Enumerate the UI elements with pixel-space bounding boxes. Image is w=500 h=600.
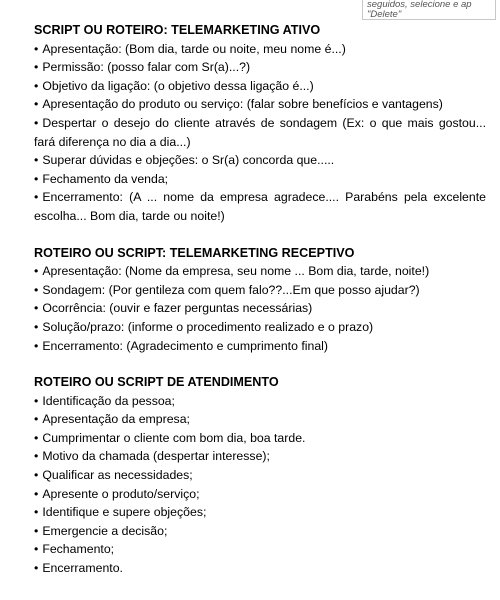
bullet-list	[34, 392, 486, 578]
list-item-text: Identifique e supere objeções;	[42, 505, 207, 520]
bullet-icon: •	[34, 486, 39, 501]
list-item-text: Permissão: (posso falar com Sr(a)...?)	[42, 60, 251, 75]
bullet-icon: •	[34, 523, 39, 538]
list-item	[34, 447, 486, 466]
section-heading: ROTEIRO OU SCRIPT DE ATENDIMENTO	[34, 375, 279, 390]
list-item-text: Sondagem: (Por gentileza com quem falo??...Em que posso ajudar?)	[42, 282, 420, 297]
section-heading: SCRIPT OU ROTEIRO: TELEMARKETING ATIVO	[34, 23, 321, 37]
list-item	[34, 429, 486, 448]
list-item-text: Apresentação da empresa;	[42, 412, 190, 427]
list-item	[34, 281, 486, 300]
section-telemarketing-ativo	[34, 21, 486, 226]
bullet-list	[34, 40, 486, 226]
instruction-note-line-1: seguidos, selecione e ap	[367, 0, 472, 10]
bullet-icon: •	[34, 97, 39, 112]
bullet-icon: •	[34, 264, 39, 279]
bullet-icon: •	[34, 319, 39, 334]
section-telemarketing-receptivo	[34, 244, 486, 356]
list-item-text: Cumprimentar o cliente com bom dia, boa tarde.	[42, 430, 306, 445]
list-item	[34, 170, 486, 189]
bullet-icon: •	[34, 171, 39, 186]
list-item-text: Apresentação: (Nome da empresa, seu nome ... Bom dia, tarde, noite!)	[42, 264, 430, 279]
list-item	[34, 503, 486, 522]
document-body	[34, 21, 486, 596]
bullet-icon: •	[34, 561, 39, 576]
bullet-icon: •	[34, 338, 39, 353]
list-item-text: Emergencie a decisão;	[42, 523, 168, 538]
list-item-text: Identificação da pessoa;	[42, 393, 175, 408]
list-item	[34, 522, 486, 541]
list-item	[34, 262, 486, 281]
bullet-icon: •	[34, 449, 39, 464]
list-item-text: Solução/prazo: (informe o procedimento realizado e o prazo)	[42, 319, 374, 334]
bullet-icon: •	[34, 282, 39, 297]
list-item	[34, 299, 486, 318]
bullet-icon: •	[34, 468, 39, 483]
list-item-text: Despertar o desejo do cliente através de sondagem (Ex: o que mais gostou... fará diferença no dia a dia...)	[34, 115, 486, 149]
bullet-icon: •	[34, 190, 39, 205]
bullet-icon: •	[34, 115, 39, 130]
list-item-text: Encerramento.	[42, 561, 123, 576]
list-item	[34, 95, 486, 114]
list-item	[34, 410, 486, 429]
bullet-icon: •	[34, 393, 39, 408]
list-item-text: Superar dúvidas e objeções: o Sr(a) concorda que.....	[42, 153, 335, 168]
bullet-icon: •	[34, 60, 39, 75]
bullet-icon: •	[34, 301, 39, 316]
list-item-text: Objetivo da ligação: (o objetivo dessa ligação é...)	[42, 78, 314, 93]
list-item-text: Fechamento;	[42, 542, 115, 557]
list-item	[34, 77, 486, 96]
list-item-text: Apresentação do produto ou serviço: (falar sobre benefícios e vantagens)	[42, 97, 443, 112]
bullet-icon: •	[34, 41, 39, 56]
list-item-text: Ocorrência: (ouvir e fazer perguntas necessárias)	[42, 301, 313, 316]
list-item-text: Qualificar as necessidades;	[42, 468, 193, 483]
list-item	[34, 540, 486, 559]
bullet-icon: •	[34, 153, 39, 168]
instruction-note-line-2: "Delete"	[367, 9, 402, 20]
list-item-text: Motivo da chamada (despertar interesse);	[42, 449, 270, 464]
list-item	[34, 559, 486, 578]
list-item	[34, 318, 486, 337]
list-item-text: Apresente o produto/serviço;	[42, 486, 200, 501]
list-item-text: Fechamento da venda;	[42, 171, 169, 186]
list-item	[34, 58, 486, 77]
bullet-icon: •	[34, 505, 39, 520]
list-item	[34, 466, 486, 485]
instruction-note	[362, 0, 496, 20]
list-item-text: Encerramento: (Agradecimento e cumprimento final)	[42, 338, 328, 353]
bullet-icon: •	[34, 542, 39, 557]
list-item-text: Apresentação: (Bom dia, tarde ou noite, meu nome é...)	[42, 41, 346, 56]
bullet-icon: •	[34, 412, 39, 427]
list-item	[34, 188, 486, 225]
bullet-icon: •	[34, 430, 39, 445]
list-item	[34, 337, 486, 356]
list-item	[34, 40, 486, 59]
section-atendimento	[34, 373, 486, 578]
list-item	[34, 392, 486, 411]
section-heading: ROTEIRO OU SCRIPT: TELEMARKETING RECEPTIVO	[34, 245, 355, 260]
bullet-list	[34, 262, 486, 355]
list-item-text: Encerramento: (A ... nome da empresa agradece.... Parabéns pela excelente escolha... Bom dia, tarde ou noite!)	[34, 190, 486, 223]
list-item	[34, 114, 486, 151]
list-item	[34, 485, 486, 504]
list-item	[34, 151, 486, 170]
bullet-icon: •	[34, 78, 39, 93]
